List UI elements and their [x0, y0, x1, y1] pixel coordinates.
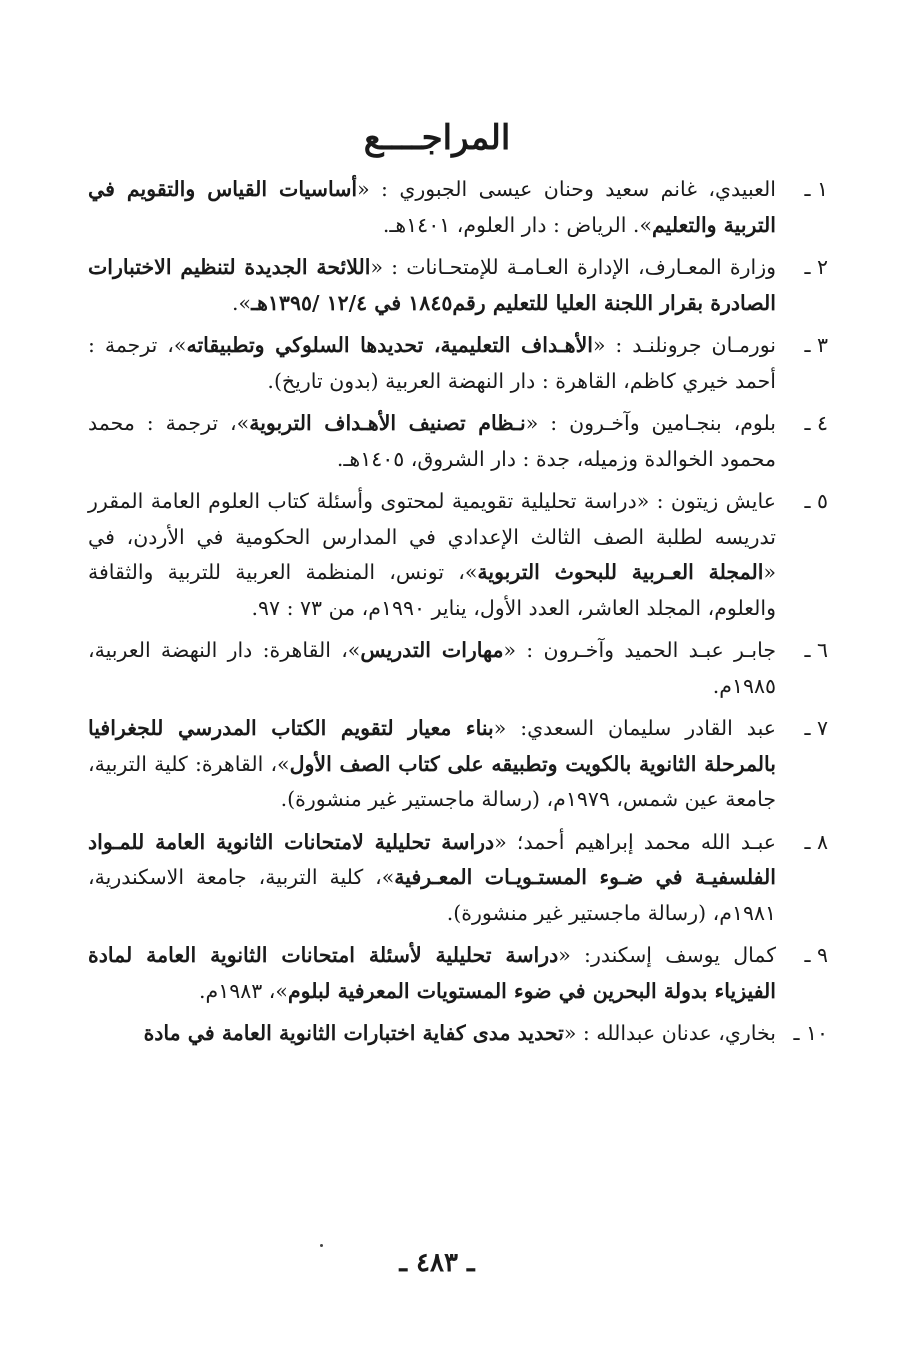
reference-item: [88, 484, 828, 626]
reference-number: ١ ـ: [804, 177, 828, 201]
reference-detail: بخاري، عدنان عبدالله : «: [563, 1021, 776, 1045]
reference-title: مهارات التدريس: [360, 638, 504, 662]
reference-number: ١٠ ـ: [793, 1021, 828, 1045]
reference-number: ٦ ـ: [804, 638, 828, 662]
reference-item: [88, 328, 828, 399]
reference-text: [88, 255, 776, 315]
references-list: [88, 172, 828, 1059]
reference-title: اللائحة الجديدة لتنظيم الاختبارات الصادرة بقرار اللجنة العليا للتعليم رقم١٨٤٥ في ١٢/٤ /١٣٩٥هـ: [88, 255, 776, 315]
reference-detail: وزارة المعـارف، الإدارة العـامـة للإمتحـانات : «: [370, 255, 776, 279]
reference-detail: عايش زيتون : «دراسة تحليلية تقويمية لمحتوى وأسئلة كتاب العلوم العامة المقرر تدريسه لطلبة الصف الثالث الإعدادي في المدارس الحكومية في الأردن، في «: [88, 489, 776, 584]
reference-detail: بلوم، بنجـامين وآخـرون : «: [525, 411, 777, 435]
reference-title: بناء معيار لتقويم الكتاب المدرسي للجغرافيا بالمرحلة الثانوية بالكويت وتطبيقه على كتاب الصف الأول: [88, 716, 777, 776]
reference-text: [144, 1021, 776, 1045]
reference-number: ٤ ـ: [804, 411, 828, 435]
reference-number: ٩ ـ: [804, 943, 828, 967]
reference-item: [88, 711, 828, 818]
reference-detail: العبيدي، غانم سعيد وحنان عيسى الجبوري : «: [357, 177, 777, 201]
reference-detail: »، تونس، المنظمة العربية للتربية والثقافة والعلوم، المجلد العاشر، العدد الأول، يناير ١٩٩٠م، من ٧٣ : ٩٧.: [88, 560, 776, 620]
reference-detail: »، القاهرة: دار النهضة العربية، ١٩٨٥م.: [88, 638, 776, 698]
reference-title: دراسة تحليلية لأسئلة امتحانات الثانوية العامة لمادة الفيزياء بدولة البحرين في ضوء المستويات المعرفية لبلوم: [88, 943, 776, 1003]
reference-text: [88, 716, 776, 811]
reference-item: [88, 633, 828, 704]
reference-detail: ». الرياض : دار العلوم، ١٤٠١هـ.: [382, 212, 652, 237]
reference-text: [88, 943, 776, 1003]
reference-detail: »، القاهرة: كلية التربية، جامعة عين شمس، ١٩٧٩م، (رسالة ماجستير غير منشورة).: [88, 751, 776, 811]
page-number: ـ ٤٨٣ ـ: [399, 1248, 475, 1278]
reference-text: [88, 411, 776, 471]
reference-text: [88, 830, 776, 925]
reference-detail: »، كلية التربية، جامعة الاسكندرية، ١٩٨١م، (رسالة ماجستير غير منشورة).: [88, 865, 776, 925]
reference-title: المجلة العـربية للبحوث التربوية: [477, 560, 764, 584]
reference-text: [88, 638, 776, 698]
reference-detail: عبـد الله محمد إبراهيم أحمد؛ «: [494, 829, 776, 854]
reference-text: [88, 333, 776, 393]
reference-title: دراسة تحليلية لامتحانات الثانوية العامة للمـواد الفلسفيـة في ضـوء المستـويـات المعـرفية: [88, 829, 776, 889]
reference-item: [88, 250, 828, 321]
reference-detail: جابـر عبـد الحميد وآخـرون : «: [503, 638, 776, 662]
reference-title: تحديد مدى كفاية اختبارات الثانوية العامة في مادة: [143, 1021, 564, 1045]
page-title: المراجــــع: [363, 118, 511, 158]
reference-number: ٨ ـ: [804, 829, 828, 854]
reference-detail: »، ترجمة : أحمد خيري كاظم، القاهرة : دار النهضة العربية (بدون تاريخ).: [88, 333, 776, 393]
reference-detail: »، ترجمة : محمد محمود الخوالدة وزميله، جدة : دار الشروق، ١٤٠٥هـ.: [88, 411, 776, 471]
reference-item: [88, 1016, 828, 1052]
reference-detail: عبد القادر سليمان السعدي: «: [493, 716, 776, 740]
reference-detail: »، ١٩٨٣م.: [199, 978, 288, 1003]
reference-number: ٧ ـ: [804, 716, 828, 740]
reference-title: نـظام تصنيف الأهـداف التربوية: [249, 411, 526, 435]
reference-item: [88, 406, 828, 477]
reference-text: [88, 177, 776, 237]
reference-text: [88, 489, 776, 620]
reference-number: ٢ ـ: [804, 255, 828, 279]
reference-number: ٥ ـ: [804, 489, 828, 513]
reference-detail: ».: [232, 290, 252, 315]
reference-item: [88, 172, 828, 243]
reference-number: ٣ ـ: [804, 333, 828, 357]
reference-title: الأهـداف التعليمية، تحديدها السلوكي وتطبيقاته: [186, 333, 593, 357]
reference-detail: نورمـان جرونلنـد : «: [592, 333, 777, 357]
reference-item: [88, 938, 828, 1009]
reference-item: [88, 825, 828, 932]
stray-dot: [320, 1244, 323, 1247]
reference-title: أساسيات القياس والتقويم في التربية والتعليم: [88, 177, 776, 237]
reference-detail: كمال يوسف إسكندر: «: [558, 943, 777, 967]
